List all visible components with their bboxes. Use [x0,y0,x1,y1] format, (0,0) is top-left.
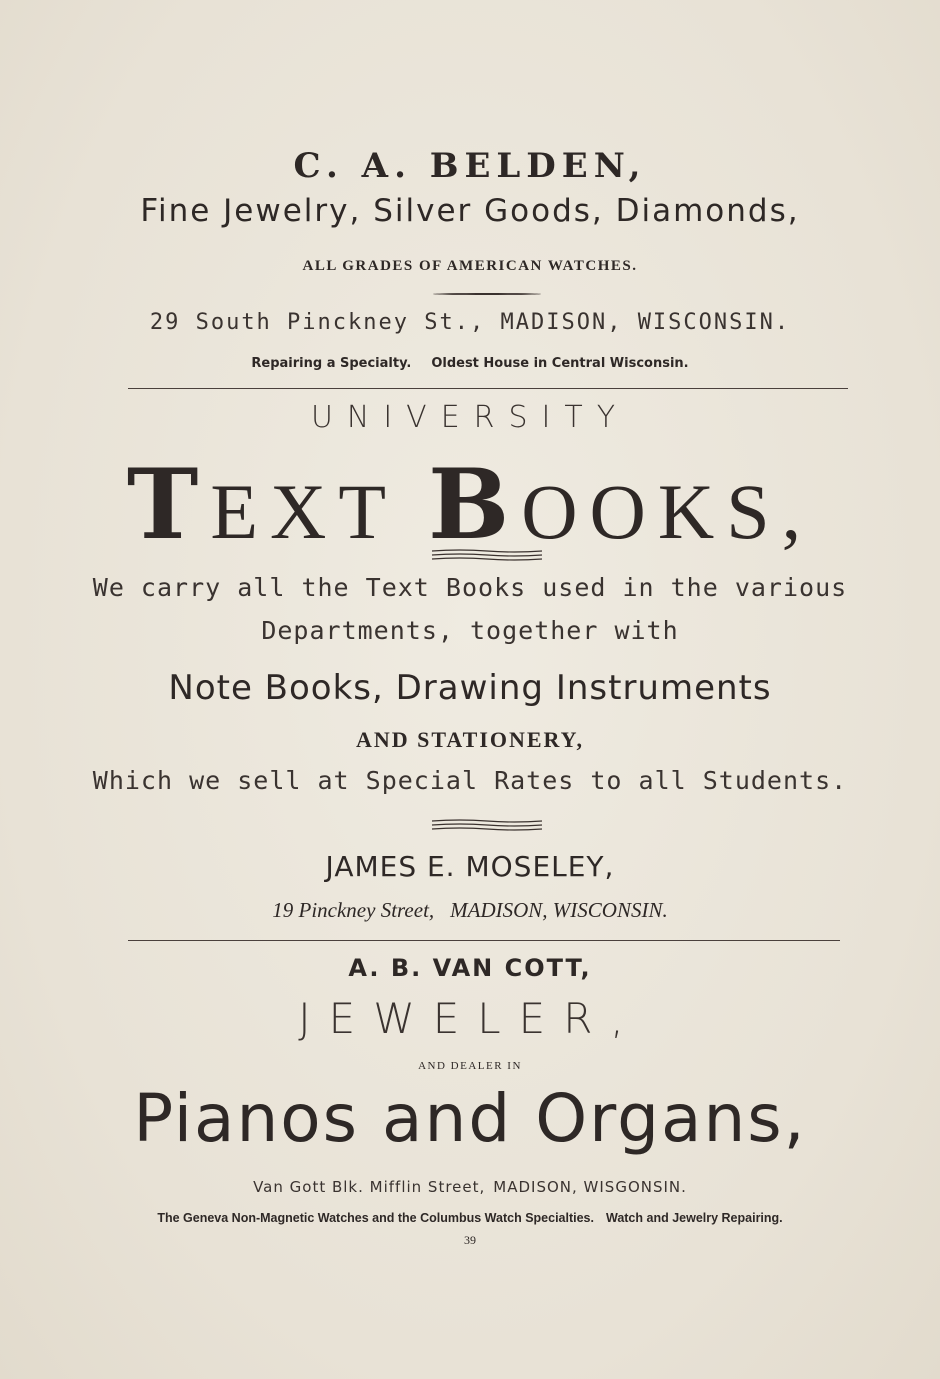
belden-goods-line: Fine Jewelry, Silver Goods, Diamonds, [140,193,800,229]
geneva-watches-line [0,1211,940,1225]
note-books-line: Note Books, Drawing Instruments [168,668,772,708]
ornate-initial-b: B [428,448,522,561]
belden-name: C. A. BELDEN, [293,146,647,186]
vancott-address [0,1178,940,1196]
ornate-initial-t: T [126,448,211,561]
vancott-name: A. B. VAN COTT, [348,954,592,982]
university-heading: UNIVERSITY [310,400,630,435]
stationery-line: AND STATIONERY, [355,727,585,752]
moseley-city: MADISON, WISCONSIN. [450,898,668,922]
geneva-text: The Geneva Non-Magnetic Watches and the Columbus Watch Specialties. [157,1211,594,1225]
page-number: 39 [464,1233,476,1247]
pianos-organs-heading: Pianos and Organs, [133,1080,807,1157]
moseley-address [0,898,940,923]
wavy-ornament [430,548,544,562]
short-divider [433,293,541,295]
repairing-text: Watch and Jewelry Repairing. [605,1211,783,1225]
moseley-name: JAMES E. MOSELEY, [325,850,615,883]
text-books-line-1: We carry all the Text Books used in the various [92,573,848,602]
moseley-street: 19 Pinckney Street, [272,898,435,922]
belden-repairing-text: Repairing a Specialty. [251,356,412,371]
section-divider [128,388,848,389]
special-rates-line: Which we sell at Special Rates to all Students. [92,766,848,795]
belden-address: 29 South Pinckney St., MADISON, WISCONSIN. [149,310,791,335]
text-books-ooks: OOKS, [521,468,814,555]
section-divider [128,940,840,941]
text-books-ext: EXT [210,468,429,555]
vancott-street: Van Gott Blk. Mifflin Street, [253,1178,486,1196]
vancott-city: MADISON, WISGONSIN. [493,1178,687,1196]
belden-specialty-line [0,356,940,371]
belden-watches-line: ALL GRADES OF AMERICAN WATCHES. [302,258,638,274]
belden-oldest-text: Oldest House in Central Wisconsin. [431,356,689,371]
text-books-line-2: Departments, together with [261,616,679,645]
dealer-line: AND DEALER IN [418,1060,522,1072]
text-books-heading [0,448,940,561]
wavy-ornament [430,818,544,832]
jeweler-heading: JEWELER, [298,994,642,1043]
